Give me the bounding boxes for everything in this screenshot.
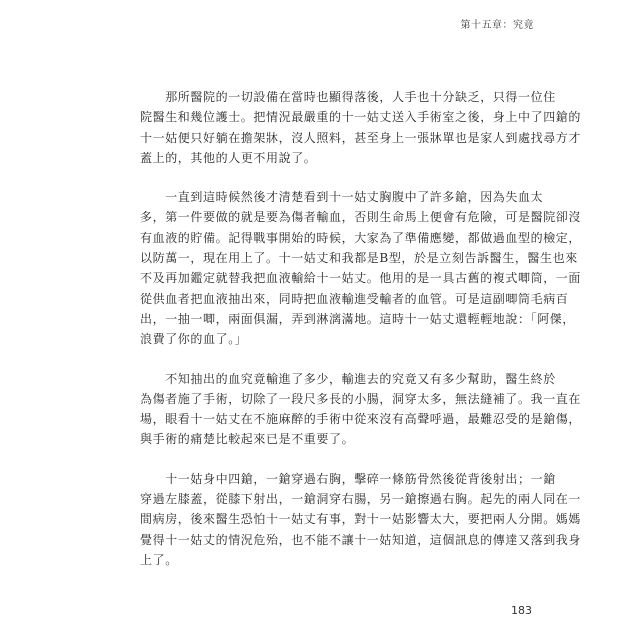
- text-line: 覺得十一姑丈的情況危殆，也不能不讓十一姑知道，這個訊息的傳達又落到我身: [140, 532, 582, 547]
- text-line: 浪費了你的血了。」: [140, 332, 248, 347]
- page-number: 183: [511, 604, 532, 617]
- text-line: 場，眼看十一姑丈在不施麻醉的手術中從來沒有高聲呼過，最難忍受的是鎗傷，: [140, 412, 582, 427]
- text-line: 間病房，後來醫生恐怕十一姑丈有事，對十一姑影響太大，要把兩人分開。媽媽: [140, 512, 582, 527]
- text-line: 那所醫院的一切設備在當時也顯得落後，人手也十分缺乏，只得一位住: [140, 90, 556, 104]
- text-line: 有血液的貯備。記得戰事開始的時候，大家為了準備應變，都做過血型的檢定，: [140, 230, 582, 245]
- text-line: 蓋上的，其他的人更不用說了。: [140, 150, 317, 165]
- running-header: 第十五章：究竟: [460, 20, 534, 31]
- text-line: 一直到這時候然後才清楚看到十一姑丈胸腹中了許多鎗，因為失血太: [140, 190, 544, 205]
- paragraph: [140, 187, 582, 349]
- text-line: 十一姑身中四鎗，一鎗穿過右胸，擊碎一條筋骨然後從背後射出；一鎗: [140, 471, 556, 486]
- text-line: 出，一抽一唧，兩面俱漏，弄到淋漓滿地。這時十一姑丈還輕輕地說：「阿傑，: [140, 311, 576, 326]
- text-line: 穿過左膝蓋，從膝下射出，一鎗洞穿右腸，另一鎗擦過右胸。起先的兩人同在一: [140, 492, 582, 507]
- text-line: 為傷者施了手術，切除了一段尺多長的小腸，洞穿太多，無法縫補了。我一直在: [140, 391, 582, 406]
- text-line: 不知抽出的血究竟輸進了多少，輸進去的究竟又有多少幫助，醫生終於: [140, 371, 556, 386]
- body-text: [140, 87, 582, 589]
- text-line: 多，第一件要做的就是要為傷者輸血，否則生命馬上便會有危險，可是醫院卻沒: [140, 210, 582, 225]
- text-line: 上了。: [140, 552, 178, 567]
- text-line: 以防萬一，現在用上了。十一姑丈和我都是B型，於是立刻告訴醫生，醫生也來: [140, 251, 578, 266]
- text-line: 從供血者把血液抽出來，同時把血液輸進受輸者的血管。可是這副唧筒毛病百: [140, 291, 569, 306]
- paragraph: [140, 469, 582, 570]
- text-line: 十一姑便只好躺在擔架牀，沒人照料，甚至身上一張牀單也是家人到處找尋方才: [140, 130, 582, 145]
- text-line: 院醫生和幾位護士。把情況最嚴重的十一姑丈送入手術室之後，身上中了四鎗的: [140, 110, 582, 125]
- text-line: 與手術的痛楚比較起來已是不重要了。: [140, 432, 355, 447]
- paragraph: [140, 87, 582, 168]
- text-line: 不及再加鑑定就替我把血液輸給十一姑丈。他用的是一具古舊的複式唧筒，一面: [140, 271, 582, 286]
- paragraph: [140, 369, 582, 450]
